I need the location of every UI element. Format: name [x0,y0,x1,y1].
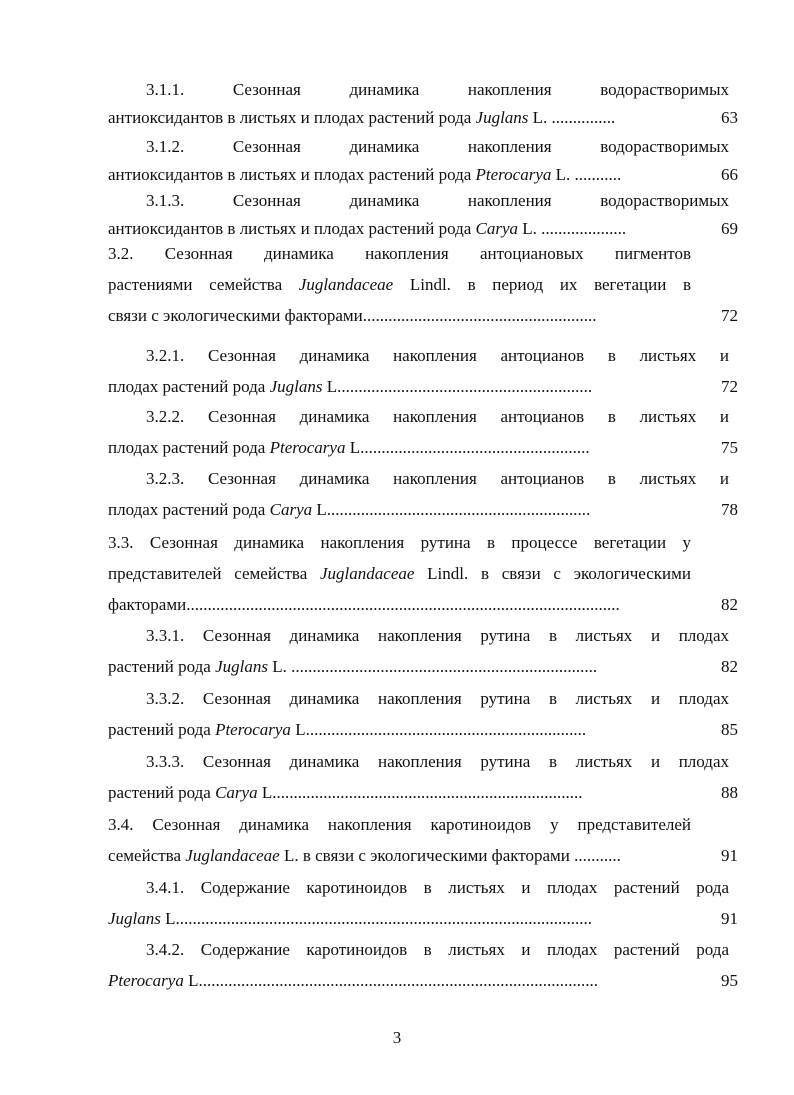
toc-entry-line [108,846,693,866]
toc-taxon-name: Carya [269,500,313,519]
toc-page-number: 82 [721,595,738,614]
toc-entry-line [108,275,691,295]
toc-text: L...................................................... [345,438,590,457]
toc-entry-line [108,377,693,397]
toc-entry-line [146,940,729,960]
toc-text: растений рода [108,657,216,676]
toc-taxon-name: Pterocarya [475,165,552,184]
toc-entry-line [146,689,729,709]
toc-text: 3.2. Сезонная динамика накопления антоциановых пигментов [108,244,691,263]
toc-entry-line [146,878,729,898]
toc-text: 3.4. Сезонная динамика накопления каротиноидов у представителей [108,815,691,834]
toc-text: L. в связи с экологическими факторами ........... [279,846,621,865]
toc-text: L. ........... [551,165,622,184]
toc-text: 3.3.2. Сезонная динамика накопления рутина в листьях и плодах [146,689,729,708]
toc-taxon-name: Juglandaceae [185,846,280,865]
toc-entry-line [108,815,691,835]
toc-text: L. ............... [528,108,616,127]
toc-entry-line [146,626,729,646]
toc-entry-line [146,137,729,157]
toc-taxon-name: Pterocarya [269,438,346,457]
toc-entry-line [146,469,729,489]
toc-text: плодах растений рода [108,377,270,396]
toc-entry-line [108,533,691,553]
toc-entry-line [108,500,693,520]
toc-text: антиоксидантов в листьях и плодах растений рода [108,165,476,184]
toc-text: растениями семейства [108,275,299,294]
toc-page-number: 95 [721,971,738,990]
toc-text: L. .................... [518,219,627,238]
toc-entry-line [108,657,693,677]
toc-text: антиоксидантов в листьях и плодах растений рода [108,219,476,238]
toc-page-number: 85 [721,720,738,739]
toc-entry-line [108,564,691,584]
toc-entry-line [146,407,729,427]
toc-text: Lindl. в связи с экологическими [414,564,691,583]
toc-text: 3.2.3. Сезонная динамика накопления антоцианов в листьях и [146,469,729,488]
toc-text: L......................................................................... [257,783,583,802]
toc-text: 3.1.2. Сезонная динамика накопления водорастворимых [146,137,729,156]
toc-text: 3.1.1. Сезонная динамика накопления водорастворимых [146,80,729,99]
toc-text: растений рода [108,783,216,802]
toc-taxon-name: Juglans [108,909,161,928]
toc-text: 3.3. Сезонная динамика накопления рутина в процессе вегетации у [108,533,691,552]
toc-text: L.............................................................. [312,500,591,519]
toc-text: 3.4.2. Содержание каротиноидов в листьях и плодах растений рода [146,940,729,959]
toc-entry-line [108,438,693,458]
toc-text: 3.1.3. Сезонная динамика накопления водорастворимых [146,191,729,210]
toc-text: 3.3.3. Сезонная динамика накопления рутина в листьях и плодах [146,752,729,771]
toc-page-number: 91 [721,846,738,865]
toc-text: плодах растений рода [108,438,270,457]
toc-text: антиоксидантов в листьях и плодах растений рода [108,108,476,127]
toc-entry-line [108,909,693,929]
toc-page-number: 82 [721,657,738,676]
toc-text: Lindl. в период их вегетации в [393,275,691,294]
toc-entry-line [146,80,729,100]
toc-entry-line [108,165,693,185]
toc-page-number: 63 [721,108,738,127]
toc-text: L.............................................................................................. [183,971,598,990]
toc-entry-line [108,108,693,128]
toc-text: L.................................................................. [290,720,587,739]
toc-entry-line [108,306,693,326]
toc-taxon-name: Juglandaceae [298,275,394,294]
page-number: 3 [392,1028,402,1047]
toc-text: 3.4.1. Содержание каротиноидов в листьях и плодах растений рода [146,878,729,897]
toc-page-number: 66 [721,165,738,184]
toc-text: L.................................................................................................. [160,909,593,928]
toc-text: связи с экологическими факторами....................................................... [108,306,597,325]
toc-taxon-name: Juglans [215,657,268,676]
toc-page-number: 72 [721,377,738,396]
toc-page-number: 72 [721,306,738,325]
toc-page-number: 78 [721,500,738,519]
toc-page-number: 75 [721,438,738,457]
toc-page-number: 69 [721,219,738,238]
toc-taxon-name: Pterocarya [215,720,291,739]
toc-entry-line [146,191,729,211]
toc-taxon-name: Carya [475,219,519,238]
toc-taxon-name: Juglans [475,108,529,127]
toc-text: растений рода [108,720,216,739]
toc-text: факторами...................................................................................................... [108,595,620,614]
toc-entry-line [108,595,693,615]
toc-entry-line [108,971,693,991]
toc-entry-line [146,752,729,772]
toc-taxon-name: Juglandaceae [320,564,415,583]
toc-entry-line [108,783,693,803]
toc-text: L. ........................................................................ [267,657,598,676]
toc-taxon-name: Carya [215,783,258,802]
toc-text: семейства [108,846,186,865]
toc-entry-line [146,346,729,366]
toc-page-number: 91 [721,909,738,928]
toc-text: 3.3.1. Сезонная динамика накопления рутина в листьях и плодах [146,626,729,645]
toc-text: представителей семейства [108,564,321,583]
toc-taxon-name: Pterocarya [108,971,184,990]
toc-text: плодах растений рода [108,500,270,519]
toc-entry-line [108,720,693,740]
toc-text: 3.2.2. Сезонная динамика накопления антоцианов в листьях и [146,407,729,426]
toc-entry-line [108,244,691,264]
toc-page-number: 88 [721,783,738,802]
toc-entry-line [108,219,693,239]
toc-text: 3.2.1. Сезонная динамика накопления антоцианов в листьях и [146,346,729,365]
toc-text: L............................................................ [322,377,593,396]
toc-taxon-name: Juglans [269,377,323,396]
